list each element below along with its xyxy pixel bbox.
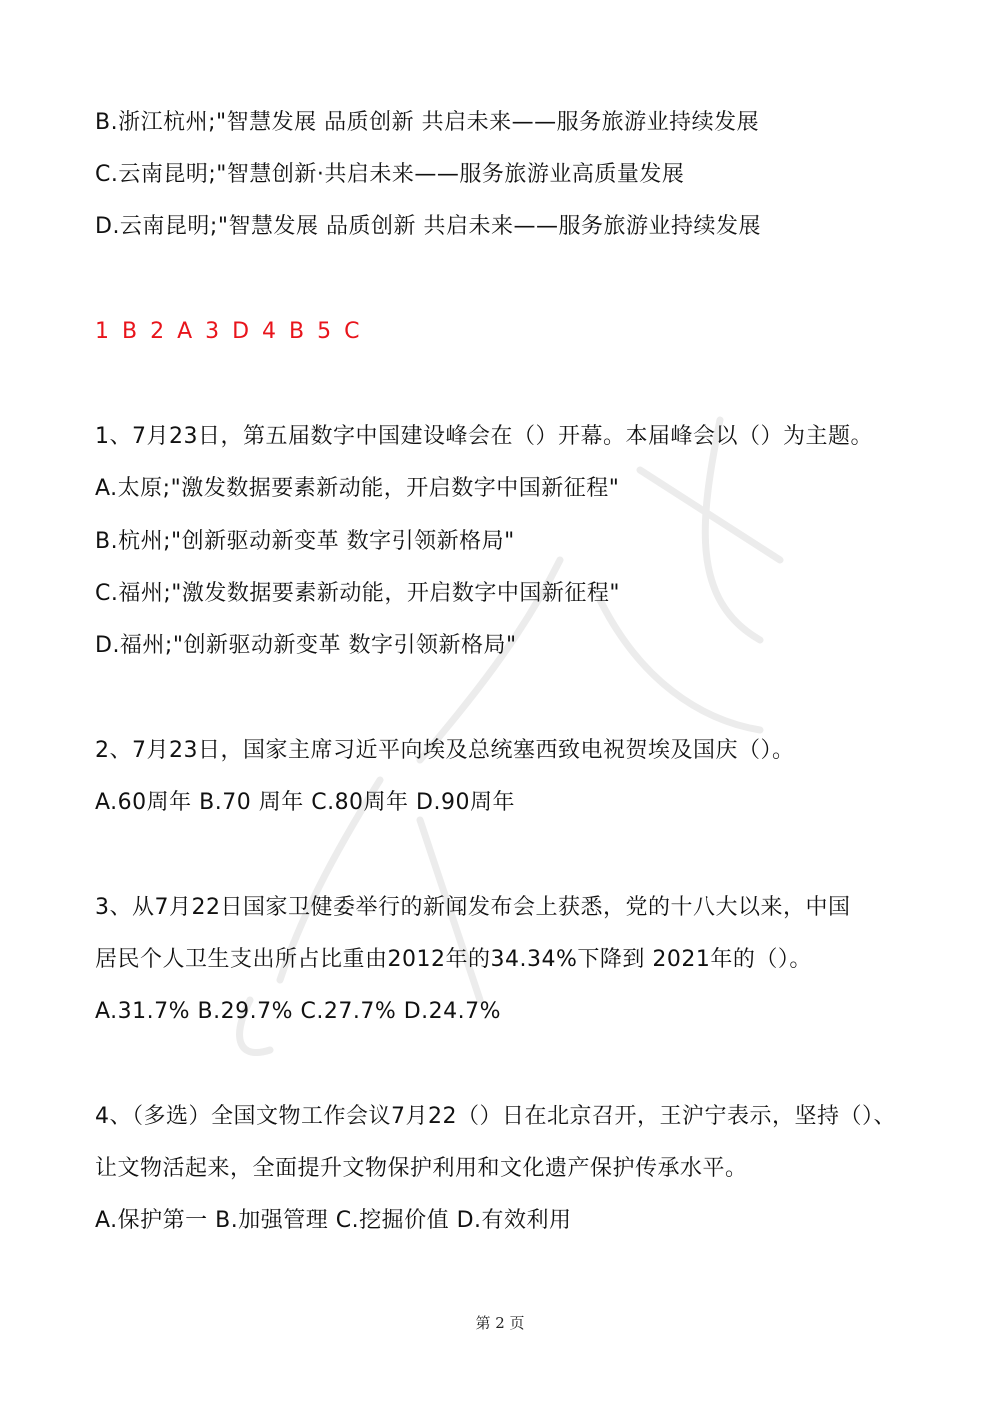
question-3-options: A.31.7% B.29.7% C.27.7% D.24.7% xyxy=(95,999,502,1024)
question-3-stem-line-2: 居民个人卫生支出所占比重由2012年的34.34%下降到 2021年的（）。 xyxy=(95,947,812,972)
question-2-stem: 2、7月23日，国家主席习近平向埃及总统塞西致电祝贺埃及国庆（）。 xyxy=(95,738,795,763)
question-1-stem: 1、7月23日，第五届数字中国建设峰会在（）开幕。本届峰会以（）为主题。 xyxy=(95,424,873,449)
question-2-options: A.60周年 B.70 周年 C.80周年 D.90周年 xyxy=(95,790,515,815)
question-1-option-a: A.太原;"激发数据要素新动能，开启数字中国新征程" xyxy=(95,476,620,501)
question-4-stem-line-2: 让文物活起来，全面提升文物保护利用和文化遗产保护传承水平。 xyxy=(95,1156,748,1181)
page-number: 第 2 页 xyxy=(475,1314,525,1332)
question-1-option-d: D.福州;"创新驱动新变革 数字引领新格局" xyxy=(95,633,517,658)
question-4-options: A.保护第一 B.加强管理 C.挖掘价值 D.有效利用 xyxy=(95,1208,572,1233)
option-d-prev-question: D.云南昆明;"智慧发展 品质创新 共启未来——服务旅游业持续发展 xyxy=(95,214,761,239)
option-c-prev-question: C.云南昆明;"智慧创新·共启未来——服务旅游业高质量发展 xyxy=(95,162,685,187)
question-1-option-b: B.杭州;"创新驱动新变革 数字引领新格局" xyxy=(95,529,515,554)
answer-key: 1 B 2 A 3 D 4 B 5 C xyxy=(95,319,363,344)
question-3-stem-line-1: 3、从7月22日国家卫健委举行的新闻发布会上获悉，党的十八大以来，中国 xyxy=(95,895,851,920)
question-1-option-c: C.福州;"激发数据要素新动能，开启数字中国新征程" xyxy=(95,581,621,606)
option-b-prev-question: B.浙江杭州;"智慧发展 品质创新 共启未来——服务旅游业持续发展 xyxy=(95,110,760,135)
question-4-stem-line-1: 4、（多选）全国文物工作会议7月22（）日在北京召开，王沪宁表示，坚持（）、 xyxy=(95,1104,896,1129)
